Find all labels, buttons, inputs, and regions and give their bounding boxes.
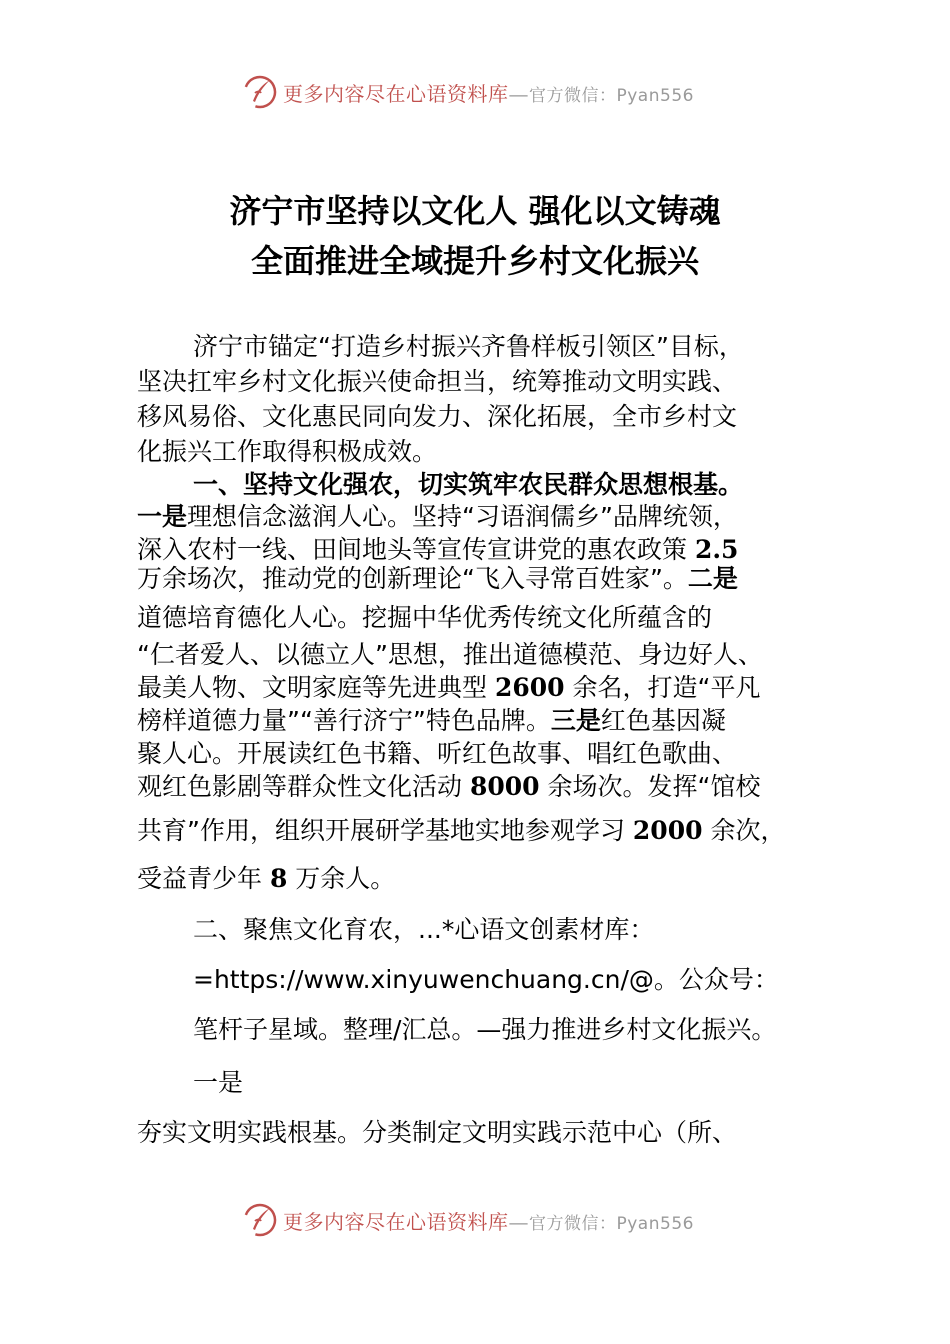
text-span: 余次，: [702, 816, 786, 845]
title-line-2: 全面推进全域提升乡村文化振兴: [250, 242, 699, 280]
text-span: 共育”作用，组织开展研学基地实地参观学习: [137, 816, 633, 845]
paragraph-line: [137, 770, 760, 804]
section-heading: 一、坚持文化强农，切实筑牢农民群众思想根基。: [193, 470, 744, 499]
paragraph-line: =https://www.xinyuwenchuang.cn/@。公众号：: [193, 965, 779, 994]
footer-watermark: [243, 1200, 694, 1240]
header-watermark: [243, 72, 694, 112]
watermark-wechat-label: 官方微信：: [529, 1213, 617, 1234]
emphasis-label: 一是: [137, 502, 188, 531]
figure-number: 8: [269, 864, 288, 893]
watermark-wechat-id: Pyan556: [616, 85, 694, 106]
paragraph-line: [137, 814, 785, 848]
text-span: 余场次。发挥“馆校: [539, 772, 761, 801]
paragraph-line: [137, 500, 738, 534]
text-span: 榜样道德力量”“善行济宁”特色品牌。: [137, 706, 551, 735]
paragraph-line: 一是: [193, 1068, 244, 1097]
paragraph-line: 聚人心。开展读红色书籍、听红色故事、唱红色歌曲、: [137, 739, 738, 768]
paragraph-line: [137, 562, 738, 596]
paragraph-line: 济宁市锚定“打造乡村振兴齐鲁样板引领区”目标，: [193, 332, 744, 361]
figure-number: 2.5: [694, 535, 739, 564]
figure-number: 8000: [469, 772, 540, 801]
emphasis-label: 三是: [550, 706, 601, 735]
figure-number: 2600: [494, 673, 565, 702]
watermark-brand: 更多内容尽在心语资料库: [283, 1209, 509, 1234]
text-span: 最美人物、文明家庭等先进典型: [137, 673, 495, 702]
text-span: 万余场次，推动党的创新理论“飞入寻常百姓家”。: [137, 564, 688, 593]
paragraph-line: [137, 862, 395, 896]
text-span: 深入农村一线、田间地头等宣传宣讲党的惠农政策: [137, 535, 695, 564]
paragraph-line: 化振兴工作取得积极成效。: [137, 437, 438, 466]
paragraph-line: “仁者爱人、以德立人”思想，推出道德模范、身边好人、: [137, 640, 763, 669]
document-title: [0, 186, 950, 286]
paragraph-line: 移风易俗、文化惠民同向发力、深化拓展，全市乡村文: [137, 402, 738, 431]
text-span: 余名，打造“平凡: [564, 673, 761, 702]
paragraph-line: 道德培育德化人心。挖掘中华优秀传统文化所蕴含的: [137, 603, 713, 632]
watermark-dash: —: [508, 1209, 529, 1234]
quill-logo-icon: [243, 75, 277, 109]
quill-logo-icon: [243, 1203, 277, 1237]
watermark-text: [283, 78, 694, 107]
paragraph-line: 坚决扛牢乡村文化振兴使命担当，统筹推动文明实践、: [137, 367, 738, 396]
watermark-brand: 更多内容尽在心语资料库: [283, 81, 509, 106]
emphasis-label: 二是: [687, 564, 738, 593]
text-span: 万余人。: [287, 864, 396, 893]
paragraph-line: 笔杆子星域。整理/汇总。—强力推进乡村文化振兴。: [193, 1015, 777, 1044]
paragraph-line: [137, 704, 726, 738]
title-line-1: 济宁市坚持以文化人 强化以文铸魂: [229, 192, 721, 230]
watermark-dash: —: [508, 81, 529, 106]
figure-number: 2000: [632, 816, 703, 845]
text-span: 理想信念滋润人心。坚持“习语润儒乡”品牌统领，: [187, 502, 738, 531]
section-heading: 二、聚焦文化育农，...*心语文创素材库：: [193, 915, 655, 944]
paragraph-line: [137, 671, 760, 705]
watermark-wechat-label: 官方微信：: [529, 85, 617, 106]
text-span: 受益青少年: [137, 864, 270, 893]
paragraph-line: 夯实文明实践根基。分类制定文明实践示范中心（所、: [137, 1118, 738, 1147]
text-span: 观红色影剧等群众性文化活动: [137, 772, 470, 801]
watermark-wechat-id: Pyan556: [616, 1213, 694, 1234]
text-span: 红色基因凝: [600, 706, 726, 735]
watermark-text: [283, 1206, 694, 1235]
